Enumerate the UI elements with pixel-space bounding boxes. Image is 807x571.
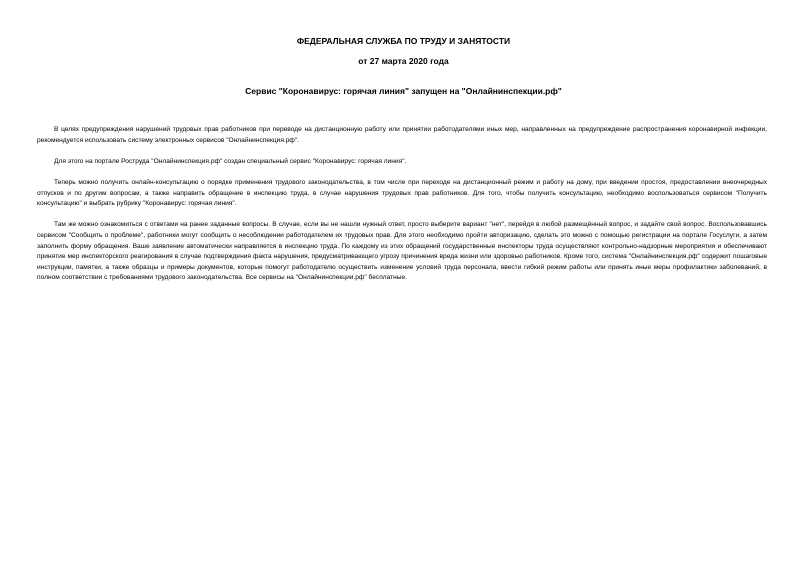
paragraph-intro: В целях предупреждения нарушений трудовых прав работников при переводе на дистанционную работу или принятии работодателями иных мер, направленных на предупреждение распространения коронавирной инфекции, рекомендуется использовать систему электронных сервисов "Онлайнинспекция.рф". xyxy=(37,126,767,144)
paragraph-consultation: Теперь можно получить онлайн-консультацию о порядке применения трудового законодательства, в том числе при переходе на дистанционный режим и работу на дому, при введении простоя, предоставлении внеочередных отпусков и по другим вопросам, а также направить обращение в инспекцию труда, в случае нарушения трудовых прав работников. Для того, чтобы получить консультацию, необходимо воспользоваться сервисом "Получить консультацию" и выбрать рубрику "Коронавирус: горячая линия". xyxy=(37,178,767,208)
document-headline: Сервис "Коронавирус: горячая линия" запущен на "Онлайнинспекции.рф" xyxy=(245,86,562,96)
paragraph-service: Для этого на портале Роструда "Онлайнинспекция.рф" создан специальный сервис "Коронавирус: горячая линия". xyxy=(54,157,407,165)
agency-title: ФЕДЕРАЛЬНАЯ СЛУЖБА ПО ТРУДУ И ЗАНЯТОСТИ xyxy=(296,36,511,46)
document-date: от 27 марта 2020 года xyxy=(358,56,449,66)
paragraph-report-problem: Там же можно ознакомиться с ответами на ранее заданные вопросы. В случае, если вы не нашли нужный ответ, просто выберите вариант "нет", перейдя в любой размещённый вопрос, и задайте свой вопрос. Воспользовавшись сервисом "Сообщить о проблеме", работники могут сообщить о несоблюдении работодателем их трудовых прав. Для этого необходимо пройти авторизацию, сделать это можно с помощью регистрации на портале Госуслуги, а затем заполнить форму обращения. Ваше заявление автоматически направляется в инспекцию труда. По каждому из этих обращений государственные инспекторы труда осуществляют контрольно-надзорные мероприятия и обеспечивают принятие мер инспекторского реагирования в случае подтверждения факта нарушения, предусматривающего угрозу причинения вреда жизни или здоровью работников. Кроме того, система "Онлайнинспекция.рф" содержит пошаговые инструкции, памятки, а также образцы и примеры документов, которые помогут работодателю осуществить изменение условий труда персонала, ввести гибкий режим работы или принять иные меры профилактики заболеваний, в полном соответствии с требованиями трудового законодательства. Все сервисы на "Онлайнинспекции.рф" бесплатные. xyxy=(37,221,767,282)
document-body xyxy=(37,125,767,284)
